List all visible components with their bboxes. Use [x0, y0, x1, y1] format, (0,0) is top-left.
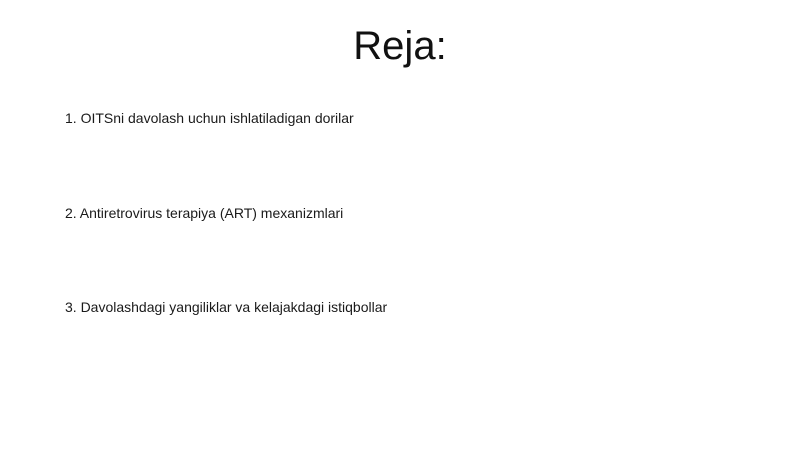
agenda-item: 2. Antiretrovirus terapiya (ART) mexanizmlari — [65, 205, 344, 221]
slide-title: Reja: — [353, 24, 447, 68]
agenda-item: 3. Davolashdagi yangiliklar va kelajakdagi istiqbollar — [65, 299, 388, 315]
agenda-item: 1. OITSni davolash uchun ishlatiladigan dorilar — [65, 110, 354, 126]
